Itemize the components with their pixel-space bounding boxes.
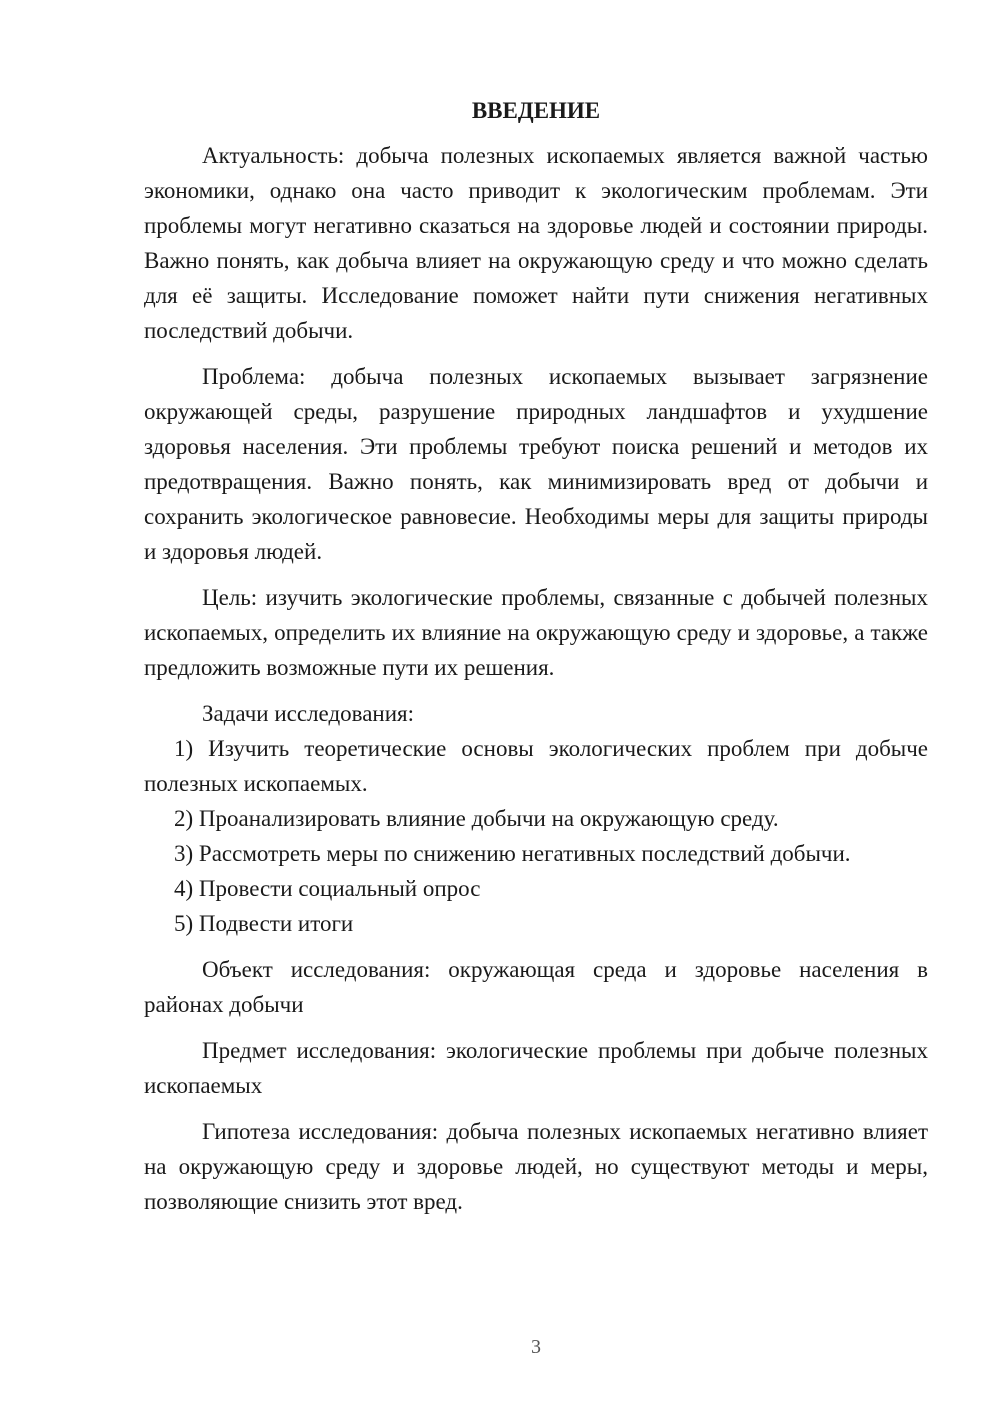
task-item: 3) Рассмотреть меры по снижению негативных последствий добычи. bbox=[174, 841, 851, 866]
page-content bbox=[144, 96, 928, 1219]
paragraph-goal: Цель: изучить экологические проблемы, связанные с добычей полезных ископаемых, определить их влияние на окружающую среду и здоровье, а также предложить возможные пути их решения. bbox=[144, 585, 928, 680]
task-item: 4) Провести социальный опрос bbox=[174, 876, 481, 901]
tasks-heading: Задачи исследования: bbox=[202, 701, 415, 726]
paragraph-object: Объект исследования: окружающая среда и здоровье населения в районах добычи bbox=[144, 957, 928, 1017]
paragraph-problem: Проблема: добыча полезных ископаемых вызывает загрязнение окружающей среды, разрушение природных ландшафтов и ухудшение здоровья населения. Эти проблемы требуют поиска решений и методов их предотвращения. Важно понять, как минимизировать вред от добычи и сохранить экологическое равновесие. Необходимы меры для защиты природы и здоровья людей. bbox=[144, 364, 928, 564]
page-number: 3 bbox=[531, 1336, 541, 1358]
paragraph-relevance: Актуальность: добыча полезных ископаемых является важной частью экономики, однако она часто приводит к экологическим проблемам. Эти проблемы могут негативно сказаться на здоровье людей и состоянии природы. Важно понять, как добыча влияет на окружающую среду и что можно сделать для её защиты. Исследование поможет найти пути снижения негативных последствий добычи. bbox=[144, 143, 928, 343]
task-item: 1) Изучить теоретические основы экологических проблем при добыче полезных ископаемых. bbox=[144, 736, 928, 796]
paragraph-subject: Предмет исследования: экологические проблемы при добыче полезных ископаемых bbox=[144, 1038, 928, 1098]
task-item: 5) Подвести итоги bbox=[174, 911, 354, 936]
task-item: 2) Проанализировать влияние добычи на окружающую среду. bbox=[174, 806, 779, 831]
paragraph-hypothesis: Гипотеза исследования: добыча полезных ископаемых негативно влияет на окружающую среду и здоровье людей, но существуют методы и меры, позволяющие снизить этот вред. bbox=[144, 1119, 928, 1214]
page-title: ВВЕДЕНИЕ bbox=[471, 98, 601, 123]
